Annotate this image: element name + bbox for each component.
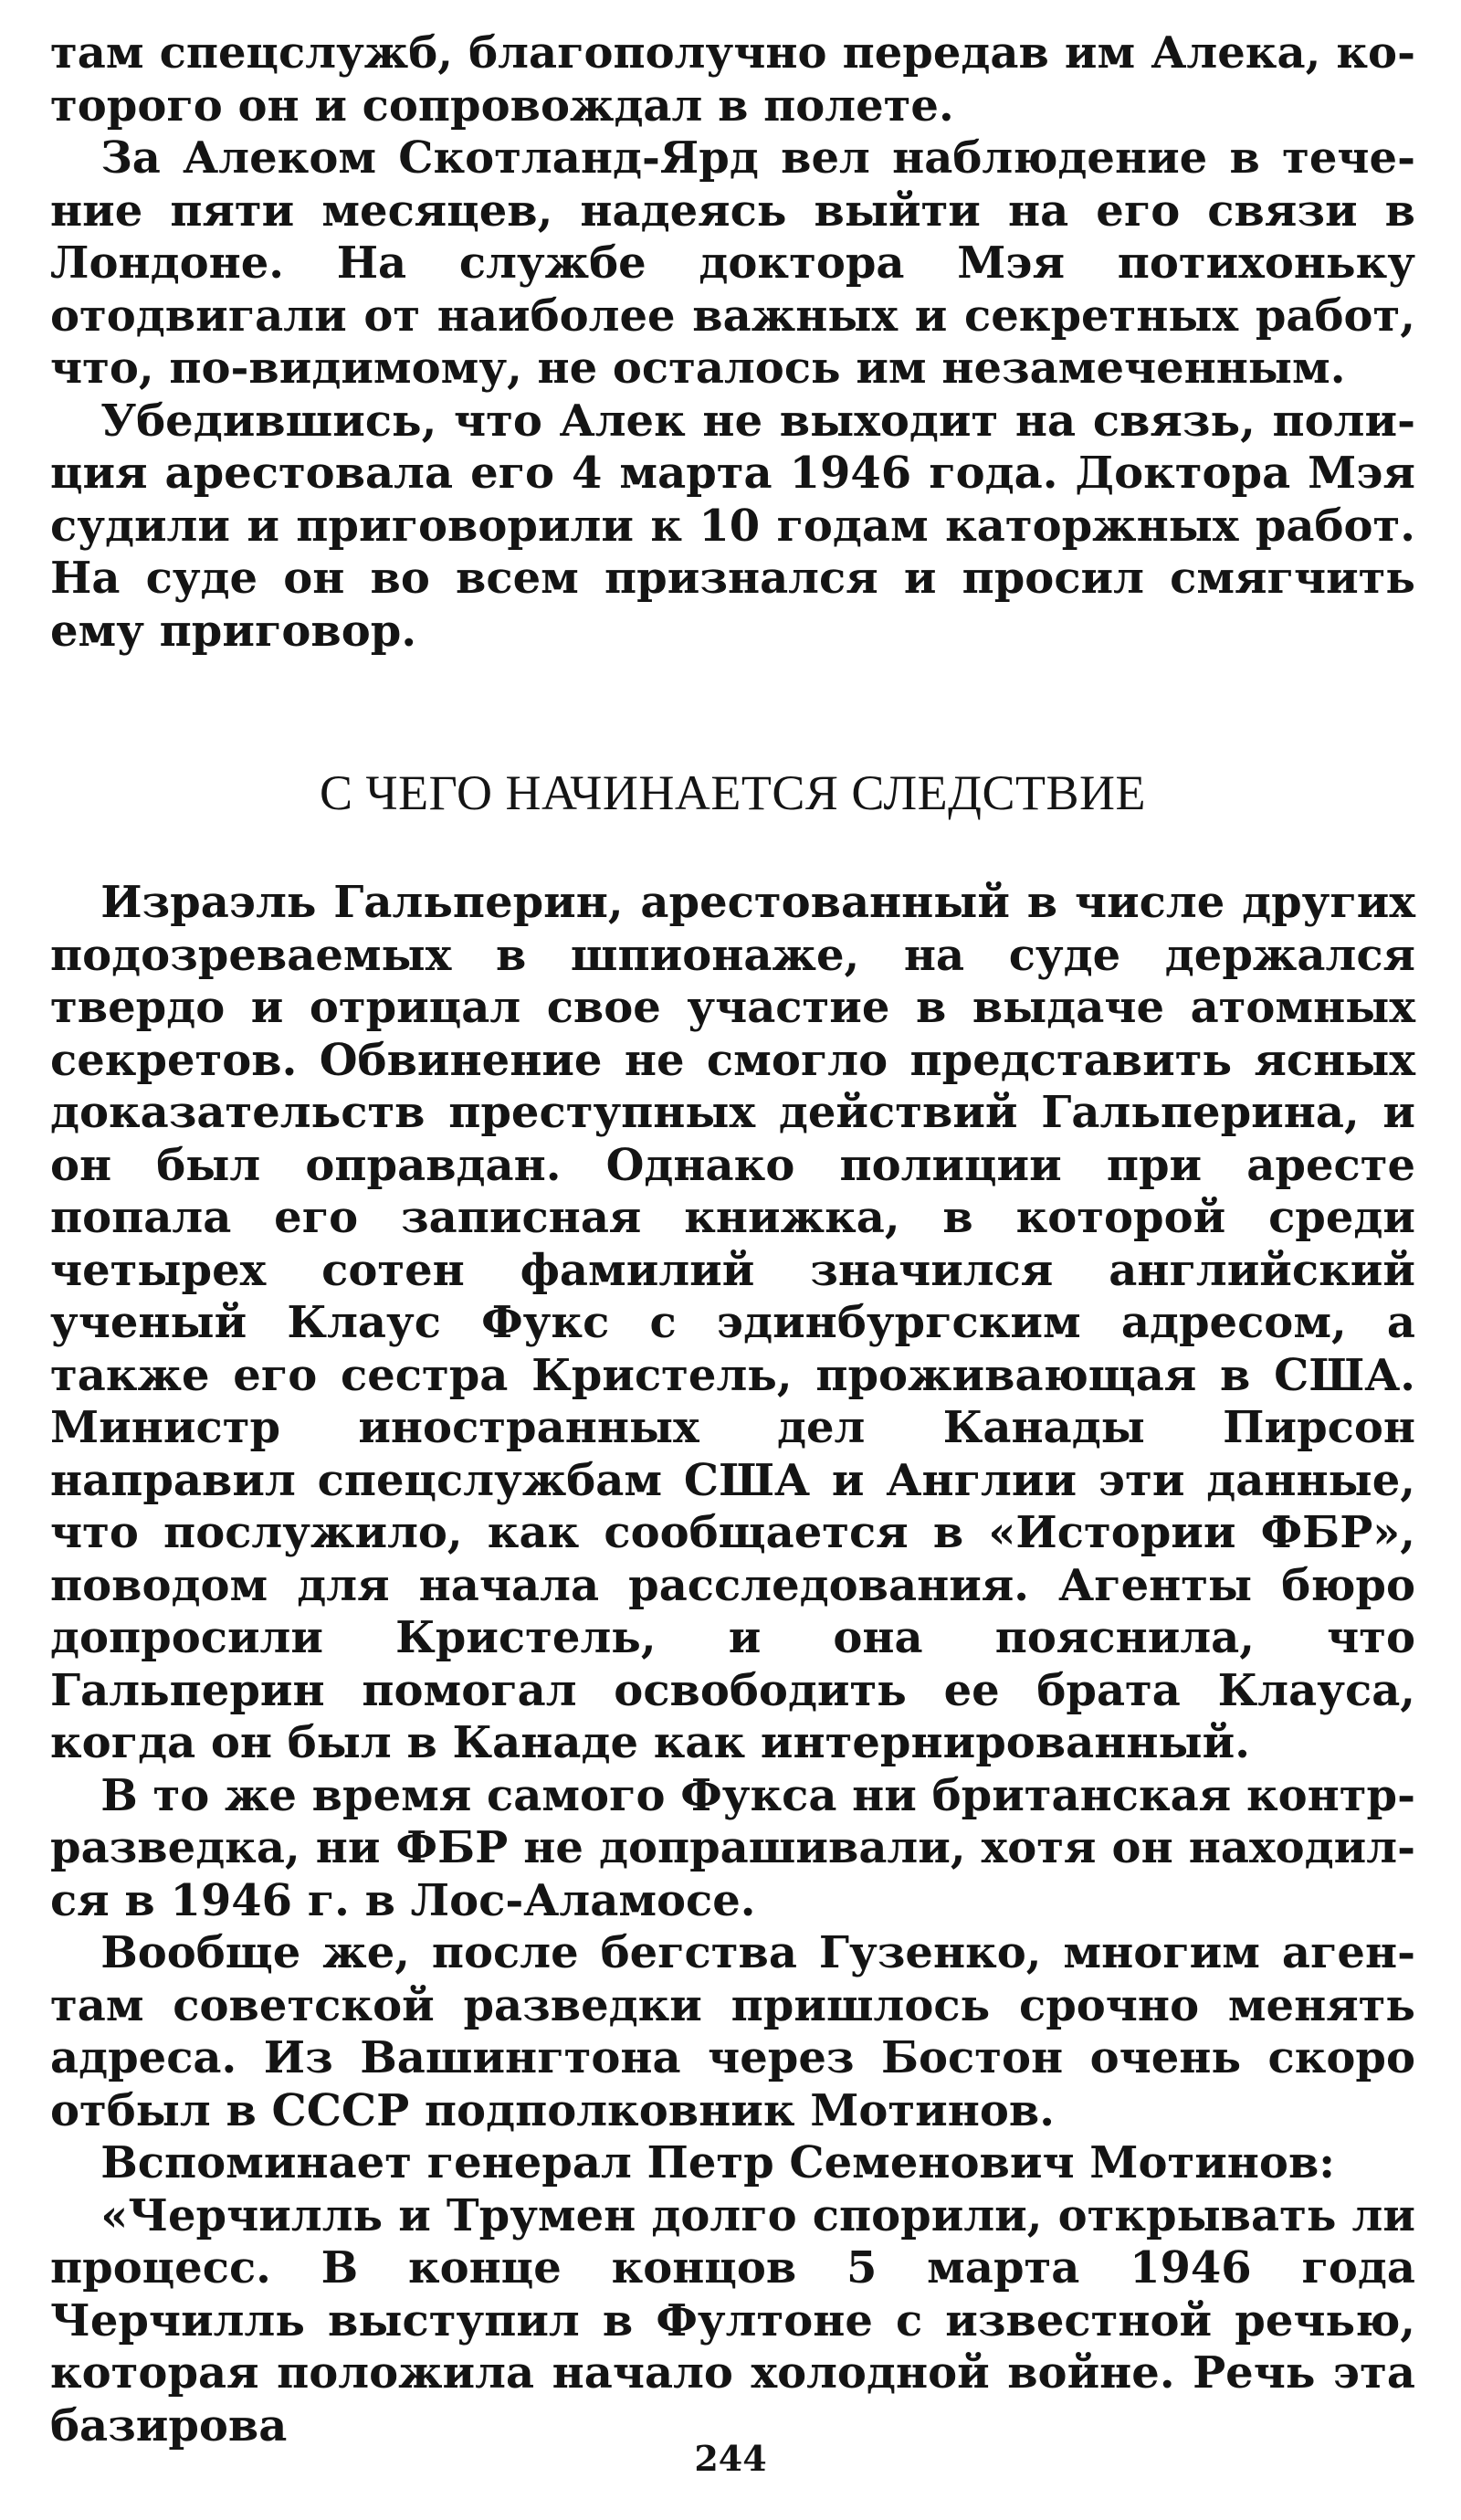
book-page (50, 27, 1415, 2452)
paragraph: В то же время самого Фукса ни британская контрразведка, ни ФБР не допрашивали, хотя он находился в 1946 г. в Лос-Аламосе. (50, 1769, 1415, 1926)
paragraph-continuation: там спецслужб, благополучно передав им Алека, которого он и сопровождал в полете. (50, 27, 1415, 132)
quote-paragraph: «Черчилль и Трумен долго спорили, открывать ли процесс. В конце концов 5 марта 1946 года Черчилль выступил в Фултоне с известной речью, которая положила начало холодной войне. Речь эта базирова (50, 2189, 1415, 2451)
section-heading: С ЧЕГО НАЧИНАЕТСЯ СЛЕДСТВИЕ (320, 765, 1146, 820)
paragraph: Убедившись, что Алек не выходит на связь, полиция арестовала его 4 марта 1946 года. Доктора Мэя судили и приговорили к 10 годам каторжных работ. На суде он во всем признался и просил смягчить ему приговор. (50, 395, 1415, 657)
paragraph: Израэль Гальперин, арестованный в числе других подозреваемых в шпионаже, на суде держался твердо и отрицал свое участие в выдаче атомных секретов. Обвинение не смогло представить ясных доказательств преступных действий Гальперина, и он был оправдан. Однако полиции при аресте попала его записная книжка, в которой среди четырех сотен фамилий значился английский ученый Клаус Фукс с эдинбургским адресом, а также его сестра Кристель, проживающая в США. Министр иностранных дел Канады Пирсон направил спецслужбам США и Англии эти данные, что послужило, как сообщается в «Истории ФБР», поводом для начала расследования. Агенты бюро допросили Кристель, и она пояснила, что Гальперин помогал освободить ее брата Клауса, когда он был в Канаде как интернированный. (50, 877, 1415, 1768)
paragraph: Вспоминает генерал Петр Семенович Мотинов: (100, 2137, 1336, 2188)
paragraph: За Алеком Скотланд-Ярд вел наблюдение в течение пяти месяцев, надеясь выйти на его связи в Лондоне. На службе доктора Мэя потихоньку отодвигали от наиболее важных и секретных работ, что, по-видимому, не осталось им незамеченным. (50, 132, 1415, 394)
paragraph: Вообще же, после бегства Гузенко, многим агентам советской разведки пришлось срочно менять адреса. Из Вашингтона через Бостон очень скоро отбыл в СССР подполковник Мотинов. (50, 1927, 1415, 2136)
page-number: 244 (694, 2438, 767, 2479)
